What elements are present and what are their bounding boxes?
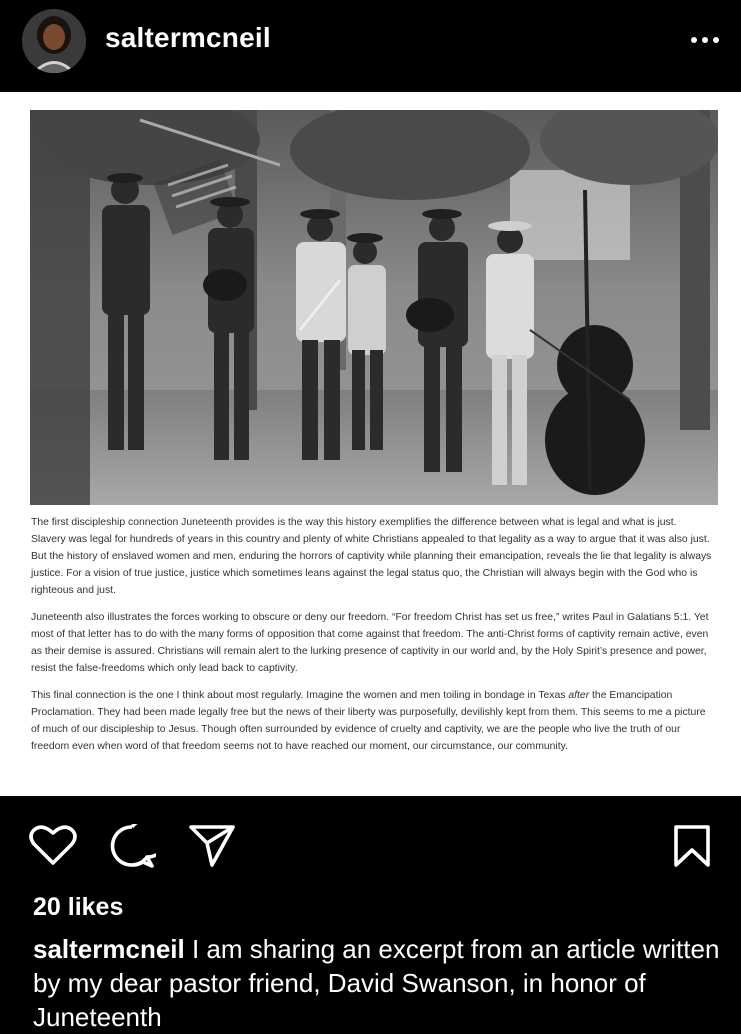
article-paragraph-2: Juneteenth also illustrates the forces working to obscure or deny our freedom. “For freedom Christ has set us free,” writes Paul in Galatians 5:1. Yet most of that letter has to do with the many forms of opposition that come against that freedom. The anti-Christ forms of captivity remain active, even as their demise is assured. Christians will remain alert to the lurking presence of captivity in our world and, by the Holy Spirit’s presence and power, resist the false-freedoms which only lead back to captivity.	[31, 612, 709, 674]
article-paragraph-3-end: the Emancipation Proclamation. They had been made legally free but the news of their liberty was purposefully, devilishly kept from them. This seems to me a picture of much of our discipleship to Jesus. Though often surrounded by evidence of cruelty and captivity, we are the people who live the truth of our freedom even when word of that freedom seems not to have reached our moment, our circumstance, our community.	[31, 690, 706, 752]
profile-avatar[interactable]	[22, 9, 86, 73]
avatar-icon	[22, 9, 86, 73]
likes-count[interactable]: 20 likes	[33, 893, 124, 921]
post-header	[0, 0, 741, 92]
comment-icon[interactable]	[110, 824, 156, 870]
historical-band-photo	[30, 110, 718, 505]
article-paragraph-3-italic: after	[568, 690, 590, 701]
header-username[interactable]: saltermcneil	[105, 22, 271, 53]
post-image[interactable]	[0, 92, 741, 796]
caption-text: I am sharing an excerpt from an article written by my dear pastor friend, David Swanson, in honor of Juneteenth	[33, 934, 720, 1032]
article-paragraph-3-start: This final connection is the one I think about most regularly. Imagine the women and men toiling in bondage in Texas	[31, 690, 569, 701]
bookmark-icon[interactable]	[672, 824, 712, 868]
article-paragraph-1: The first discipleship connection Juneteenth provides is the way this history exemplifies the difference between what is legal and what is just. Slavery was legal for hundreds of years in this country and plenty of white Christians appealed to that legality as a way to argue that it was also just. But the history of enslaved women and men, enduring the horrors of captivity while planning their emancipation, reveals the lie that legality is always justice. For a vision of true justice, justice which sometimes leans against the legal status quo, the Christian will always begin with the God who is righteous and just.	[31, 517, 712, 596]
article-excerpt	[31, 514, 713, 765]
heart-icon[interactable]	[29, 824, 77, 866]
send-icon[interactable]	[188, 824, 236, 868]
caption-username[interactable]: saltermcneil	[33, 934, 185, 964]
article-paragraph-3	[31, 687, 713, 755]
post-caption	[33, 932, 723, 1034]
post-actions	[0, 796, 741, 896]
more-options-icon[interactable]	[680, 20, 730, 60]
